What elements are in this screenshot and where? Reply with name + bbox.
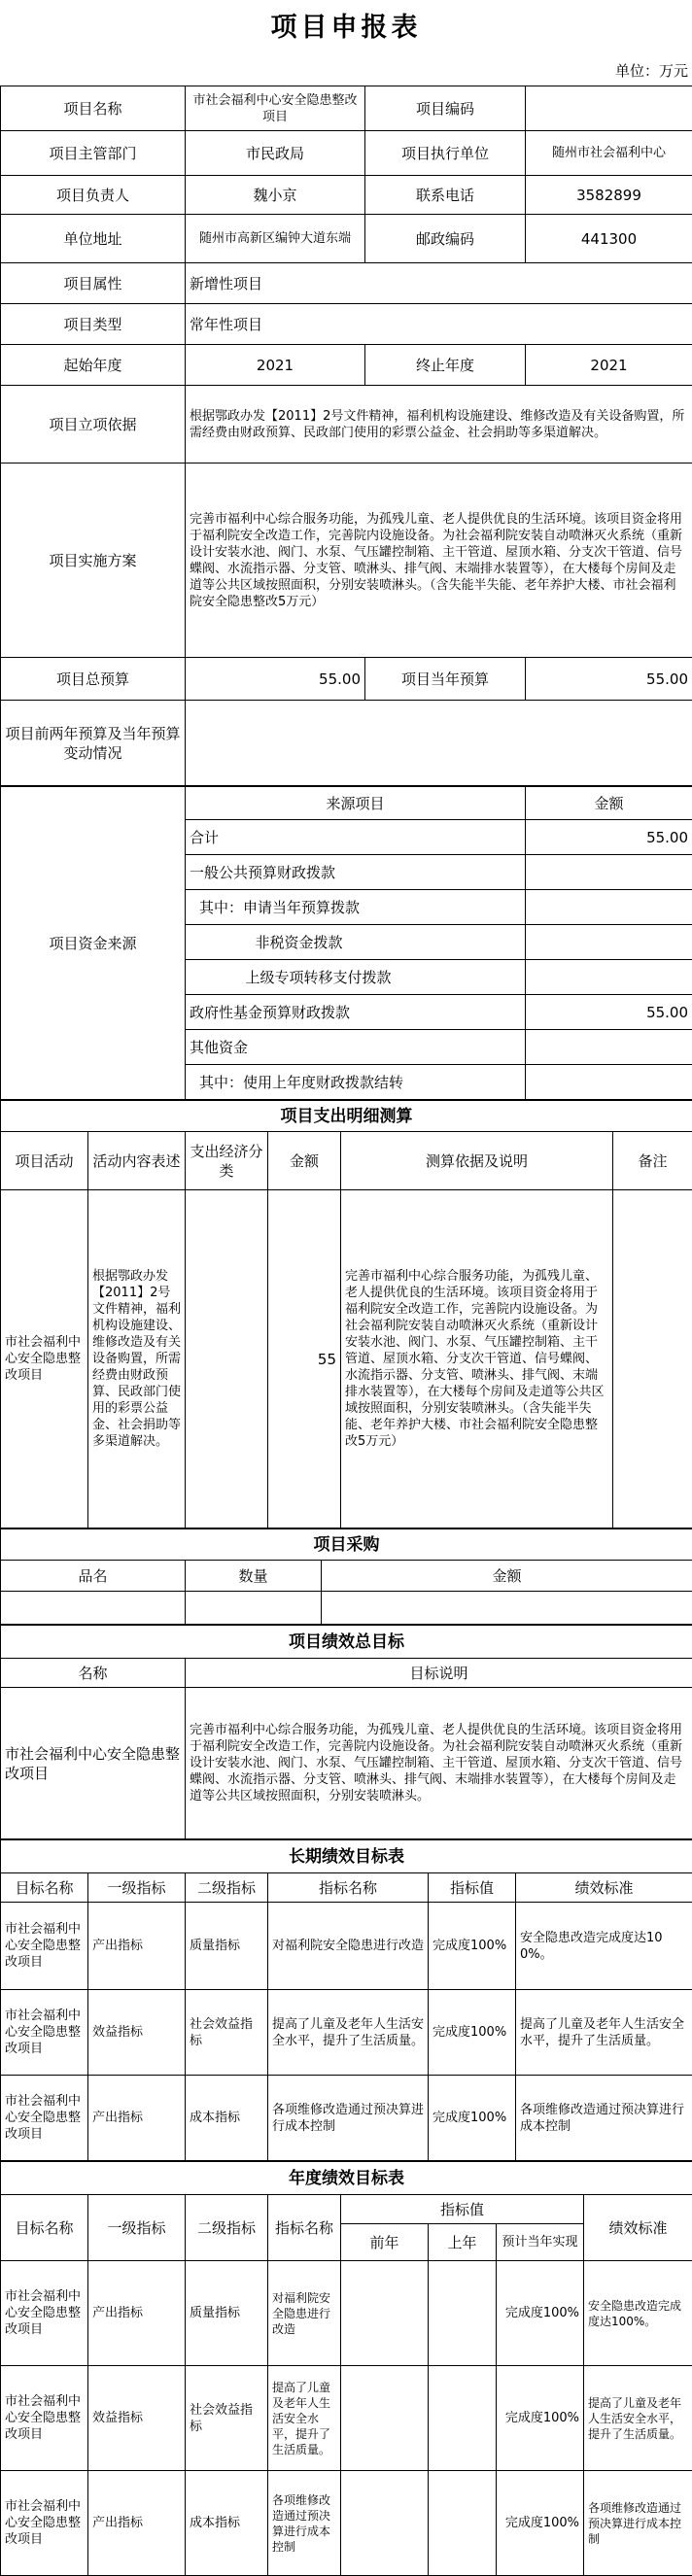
longterm-target: 市社会福利中心安全隐患整改项目 xyxy=(1,1903,88,1990)
exec-value: 随州市社会福利中心 xyxy=(526,131,692,176)
longterm-header: 绩效标准 xyxy=(516,1873,692,1903)
longterm-title: 长期绩效目标表 xyxy=(1,1840,692,1873)
perf-table xyxy=(0,1625,692,1839)
longterm-name: 各项维修改造通过预决算进行成本控制 xyxy=(268,2076,429,2161)
funding-label: 项目资金来源 xyxy=(1,787,186,1100)
expense-header: 金额 xyxy=(268,1132,341,1190)
owner-label: 项目负责人 xyxy=(1,176,186,215)
end-year-value: 2021 xyxy=(526,345,692,386)
purchase-cell xyxy=(186,1592,322,1625)
annual-target: 市社会福利中心安全隐患整改项目 xyxy=(1,2471,88,2576)
annual-target: 市社会福利中心安全隐患整改项目 xyxy=(1,2261,88,2366)
annual-header: 二级指标 xyxy=(186,2195,268,2261)
longterm-l2: 质量指标 xyxy=(186,1903,268,1990)
annual-table xyxy=(0,2161,692,2576)
purchase-header: 金额 xyxy=(322,1561,692,1592)
annual-std: 各项维修改造通过预决算进行成本控制 xyxy=(584,2471,692,2576)
funding-table xyxy=(0,786,692,1100)
cur-budget-value: 55.00 xyxy=(526,658,692,701)
address-label: 单位地址 xyxy=(1,215,186,263)
longterm-table xyxy=(0,1839,692,2161)
annual-header: 指标值 xyxy=(341,2195,584,2224)
perf-desc: 完善市福利中心综合服务功能，为孤残儿童、老人提供优良的生活环境。该项目资金将用于福利院安全改造工作，完善院内设施设备。为社会福利院安装自动喷淋灭火系统（重新设计安装水池、阀门、水泵、气压罐控制箱、主干管道、屋顶水箱、分支次干管道、信号蝶阀、水流指示器、分支管、喷淋头、排气阀、末端排水装置等），在大楼每个房间及走道等公共区域按照面积，分别安装喷淋头。 xyxy=(186,1688,692,1839)
annual-l2: 成本指标 xyxy=(186,2471,268,2576)
funding-row-name: 合计 xyxy=(186,820,526,855)
funding-row-amount xyxy=(526,890,692,925)
expense-category xyxy=(186,1190,268,1528)
purchase-table xyxy=(0,1528,692,1625)
address-value: 随州市高新区编钟大道东端 xyxy=(186,215,365,263)
dept-value: 市民政局 xyxy=(186,131,365,176)
annual-l1: 产出指标 xyxy=(88,2261,186,2366)
longterm-header: 二级指标 xyxy=(186,1873,268,1903)
funding-amount-header: 金额 xyxy=(526,787,692,820)
annual-cur: 完成度100% xyxy=(497,2366,584,2471)
funding-row-name: 其中：使用上年度财政拨款结转 xyxy=(186,1065,526,1100)
expense-header: 活动内容表述 xyxy=(88,1132,186,1190)
annual-header: 一级指标 xyxy=(88,2195,186,2261)
expense-amount: 55 xyxy=(268,1190,341,1528)
page-title: 项目申报表 xyxy=(0,0,692,56)
longterm-header: 一级指标 xyxy=(88,1873,186,1903)
owner-value: 魏小京 xyxy=(186,176,365,215)
longterm-std: 安全隐患改造完成度达100%。 xyxy=(516,1903,692,1990)
longterm-target: 市社会福利中心安全隐患整改项目 xyxy=(1,1990,88,2076)
funding-row-amount xyxy=(526,1065,692,1100)
longterm-header: 目标名称 xyxy=(1,1873,88,1903)
funding-source-header: 来源项目 xyxy=(186,787,526,820)
plan-value: 完善市福利中心综合服务功能，为孤残儿童、老人提供优良的生活环境。该项目资金将用于福利院安全改造工作，完善院内设施设备。为社会福利院安装自动喷淋灭火系统（重新设计安装水池、阀门、水泵、气压罐控制箱、主干管道、屋顶水箱、分支次干管道、信号蝶阀、水流指示器、分支管、喷淋头、排气阀、末端排水装置等），在大楼每个房间及走道等公共区域按照面积，分别安装喷淋头。（含失能半失能、老年养护大楼、市社会福利院安全隐患整改5万元） xyxy=(186,464,692,658)
annual-cur: 完成度100% xyxy=(497,2261,584,2366)
annual-name: 对福利院安全隐患进行改造 xyxy=(268,2261,341,2366)
plan-label: 项目实施方案 xyxy=(1,464,186,658)
longterm-l1: 产出指标 xyxy=(88,1903,186,1990)
longterm-header: 指标名称 xyxy=(268,1873,429,1903)
funding-row-name: 上级专项转移支付拨款 xyxy=(207,960,526,995)
phone-label: 联系电话 xyxy=(365,176,526,215)
expense-table xyxy=(0,1100,692,1528)
annual-header: 目标名称 xyxy=(1,2195,88,2261)
attr-label: 项目属性 xyxy=(1,263,186,304)
expense-header: 项目活动 xyxy=(1,1132,88,1190)
purchase-header: 数量 xyxy=(186,1561,322,1592)
annual-subheader: 上年 xyxy=(429,2224,497,2261)
longterm-std: 各项维修改造通过预决算进行成本控制 xyxy=(516,2076,692,2161)
purchase-title: 项目采购 xyxy=(1,1529,692,1561)
funding-row-name: 非税资金拨款 xyxy=(207,925,526,960)
expense-note xyxy=(613,1190,692,1528)
start-year-value: 2021 xyxy=(186,345,365,386)
annual-name: 各项维修改造通过预决算进行成本控制 xyxy=(268,2471,341,2576)
funding-row-name: 其他资金 xyxy=(186,1030,526,1065)
phone-value: 3582899 xyxy=(526,176,692,215)
funding-row-amount xyxy=(526,1030,692,1065)
annual-target: 市社会福利中心安全隐患整改项目 xyxy=(1,2366,88,2471)
zip-label: 邮政编码 xyxy=(365,215,526,263)
funding-row-name: 政府性基金预算财政拨款 xyxy=(186,995,526,1030)
annual-title: 年度绩效目标表 xyxy=(1,2162,692,2195)
annual-prev2 xyxy=(341,2471,429,2576)
longterm-l1: 效益指标 xyxy=(88,1990,186,2076)
change-label: 项目前两年预算及当年预算变动情况 xyxy=(1,701,186,786)
longterm-value: 完成度100% xyxy=(429,2076,516,2161)
longterm-header: 指标值 xyxy=(429,1873,516,1903)
annual-subheader: 前年 xyxy=(341,2224,429,2261)
annual-l1: 效益指标 xyxy=(88,2366,186,2471)
expense-header: 备注 xyxy=(613,1132,692,1190)
basic-info-table xyxy=(0,86,692,786)
annual-cur: 完成度100% xyxy=(497,2471,584,2576)
annual-name: 提高了儿童及老年人生活安全水平，提升了生活质量。 xyxy=(268,2366,341,2471)
longterm-l2: 社会效益指标 xyxy=(186,1990,268,2076)
annual-header: 绩效标准 xyxy=(584,2195,692,2261)
basis-value: 根据鄂政办发【2011】2号文件精神，福利机构设施建设、维修改造及有关设备购置，所需经费由财政预算、民政部门使用的彩票公益金、社会捐助等多渠道解决。 xyxy=(186,386,692,464)
longterm-std: 提高了儿童及老年人生活安全水平，提升了生活质量。 xyxy=(516,1990,692,2076)
annual-prev1 xyxy=(429,2366,497,2471)
longterm-l2: 成本指标 xyxy=(186,2076,268,2161)
expense-title: 项目支出明细测算 xyxy=(1,1101,692,1132)
longterm-value: 完成度100% xyxy=(429,1903,516,1990)
annual-l1: 产出指标 xyxy=(88,2471,186,2576)
purchase-cell xyxy=(322,1592,692,1625)
end-year-label: 终止年度 xyxy=(365,345,526,386)
project-code xyxy=(526,86,692,131)
funding-row-amount xyxy=(526,925,692,960)
funding-indent xyxy=(186,960,207,995)
annual-l2: 社会效益指标 xyxy=(186,2366,268,2471)
perf-title: 项目绩效总目标 xyxy=(1,1626,692,1659)
project-name: 市社会福利中心安全隐患整改项目 xyxy=(186,86,365,131)
perf-name: 市社会福利中心安全隐患整改项目 xyxy=(1,1688,186,1839)
purchase-cell xyxy=(1,1592,186,1625)
attr-value: 新增性项目 xyxy=(186,263,692,304)
annual-prev2 xyxy=(341,2366,429,2471)
longterm-value: 完成度100% xyxy=(429,1990,516,2076)
basis-label: 项目立项依据 xyxy=(1,386,186,464)
type-label: 项目类型 xyxy=(1,304,186,345)
change-value xyxy=(186,701,692,786)
annual-prev1 xyxy=(429,2471,497,2576)
exec-label: 项目执行单位 xyxy=(365,131,526,176)
perf-header: 名称 xyxy=(1,1659,186,1688)
expense-content: 根据鄂政办发【2011】2号文件精神，福利机构设施建设、维修改造及有关设备购置，所需经费由财政预算、民政部门使用的彩票公益金、社会捐助等多渠道解决。 xyxy=(88,1190,186,1528)
annual-std: 提高了儿童及老年人生活安全水平，提升了生活质量。 xyxy=(584,2366,692,2471)
annual-std: 安全隐患改造完成度达100%。 xyxy=(584,2261,692,2366)
cur-budget-label: 项目当年预算 xyxy=(365,658,526,701)
unit-label: 单位：万元 xyxy=(0,56,692,86)
type-value: 常年性项目 xyxy=(186,304,692,345)
longterm-target: 市社会福利中心安全隐患整改项目 xyxy=(1,2076,88,2161)
budget-value: 55.00 xyxy=(186,658,365,701)
expense-basis: 完善市福利中心综合服务功能，为孤残儿童、老人提供优良的生活环境。该项目资金将用于福利院安全改造工作，完善院内设施设备。为社会福利院安装自动喷淋灭火系统（重新设计安装水池、阀门、水泵、气压罐控制箱、主干管道、屋顶水箱、分支次干管道、信号蝶阀、水流指示器、分支管、喷淋头、排气阀、末端排水装置等），在大楼每个房间及走道等公共区域按照面积，分别安装喷淋头。（含失能半失能、老年养护大楼、市社会福利院安全隐患整改5万元） xyxy=(341,1190,613,1528)
expense-header: 测算依据及说明 xyxy=(341,1132,613,1190)
budget-label: 项目总预算 xyxy=(1,658,186,701)
start-year-label: 起始年度 xyxy=(1,345,186,386)
longterm-l1: 产出指标 xyxy=(88,2076,186,2161)
longterm-name: 提高了儿童及老年人生活安全水平，提升了生活质量。 xyxy=(268,1990,429,2076)
annual-subheader: 预计当年实现 xyxy=(497,2224,584,2261)
funding-row-amount: 55.00 xyxy=(526,820,692,855)
expense-header: 支出经济分类 xyxy=(186,1132,268,1190)
perf-header: 目标说明 xyxy=(186,1659,692,1688)
annual-header: 指标名称 xyxy=(268,2195,341,2261)
funding-row-amount xyxy=(526,855,692,890)
zip-value: 441300 xyxy=(526,215,692,263)
annual-l2: 质量指标 xyxy=(186,2261,268,2366)
funding-indent xyxy=(186,925,207,960)
annual-prev2 xyxy=(341,2261,429,2366)
funding-row-name: 其中：申请当年预算拨款 xyxy=(186,890,526,925)
funding-row-name: 一般公共预算财政拨款 xyxy=(186,855,526,890)
purchase-header: 品名 xyxy=(1,1561,186,1592)
annual-prev1 xyxy=(429,2261,497,2366)
funding-row-amount xyxy=(526,960,692,995)
funding-row-amount: 55.00 xyxy=(526,995,692,1030)
project-name-label: 项目名称 xyxy=(1,86,186,131)
expense-activity: 市社会福利中心安全隐患整改项目 xyxy=(1,1190,88,1528)
project-code-label: 项目编码 xyxy=(365,86,526,131)
longterm-name: 对福利院安全隐患进行改造 xyxy=(268,1903,429,1990)
dept-label: 项目主管部门 xyxy=(1,131,186,176)
